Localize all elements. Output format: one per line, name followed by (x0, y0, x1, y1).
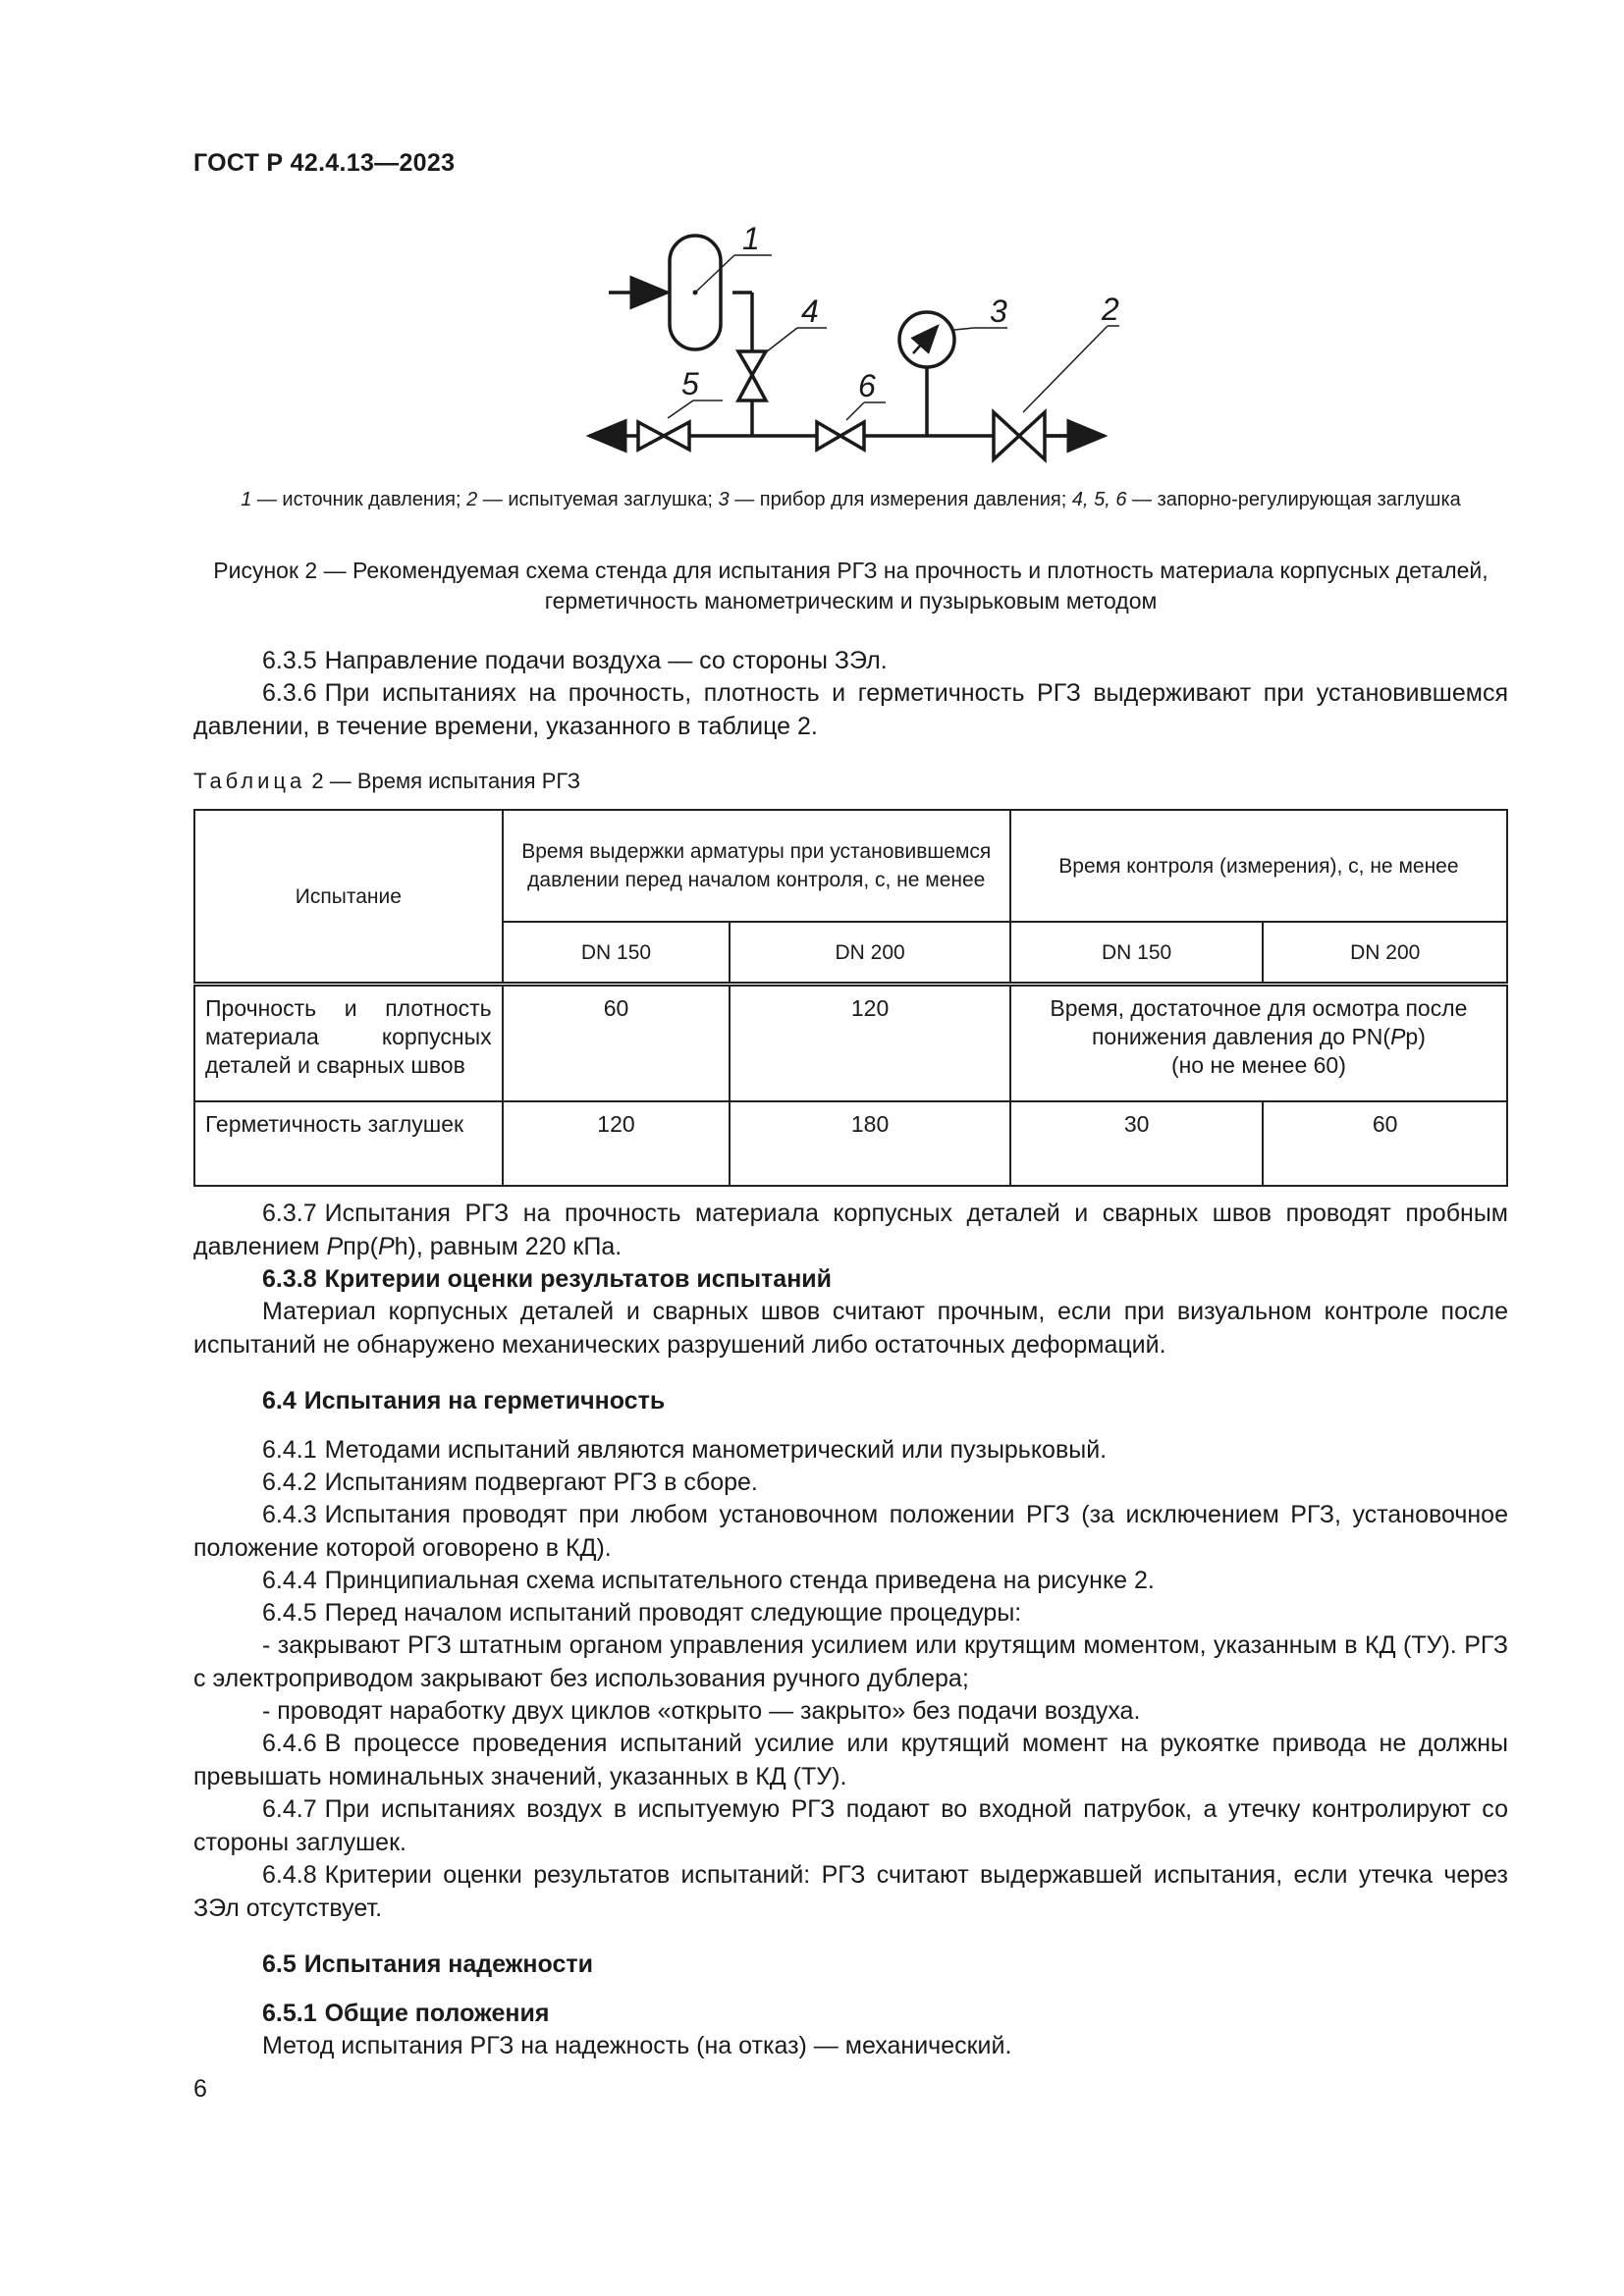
table-head-hold-time: Время выдержки арматуры при установившемся давлении перед началом контроля, с, не менее (503, 810, 1010, 922)
table-cell: 60 (503, 985, 731, 1102)
table-cell: Прочность и плотность материала корпусных деталей и сварных швов (194, 985, 503, 1102)
table-cell: 120 (503, 1101, 731, 1186)
figure-legend: 1 — источник давления; 2 — испытуемая заглушка; 3 — прибор для измерения давления; 4, 5, 6 — запорно-регулирующая заглушка (241, 489, 1461, 510)
table-cell: 30 (1010, 1101, 1264, 1186)
paragraph-6-5-1: Метод испытания РГЗ на надежность (на отказ) — механический. (262, 2032, 1012, 2059)
table-2 (193, 809, 1508, 1187)
table-row (194, 985, 1507, 1102)
table-cell: 180 (730, 1101, 1010, 1186)
paragraph-6-3-7: 6.3.7 Испытания РГЗ на прочность материала корпусных деталей и сварных швов проводят пробным давлением Pпр(Ph), равным 220 кПа. (193, 1200, 1508, 1260)
list-item: - закрывают РГЗ штатным органом управления усилием или крутящим моментом, указанным в КД (ТУ). РГЗ с электроприводом закрывают без использования ручного дублера; (193, 1631, 1508, 1692)
table-head-control-time: Время контроля (измерения), с, не менее (1010, 810, 1507, 922)
paragraph-6-3-8: Материал корпусных деталей и сварных швов считают прочным, если при визуальном контроле после испытаний не обнаружено механических разрушений либо остаточных деформаций. (193, 1298, 1508, 1359)
label-3: 3 (990, 294, 1007, 329)
paragraph-6-4-3: 6.4.3 Испытания проводят при любом установочном положении РГЗ (за исключением РГЗ, установочное положение которой оговорено в КД). (193, 1501, 1508, 1562)
table-head-test: Испытание (194, 810, 503, 985)
table-cell: 120 (730, 985, 1010, 1102)
label-6: 6 (858, 368, 876, 403)
table-cell: 60 (1263, 1101, 1507, 1186)
paragraph-6-4-4: 6.4.4 Принципиальная схема испытательного стенда приведена на рисунке 2. (262, 1567, 1155, 1594)
paragraph-6-4-5: 6.4.5 Перед началом испытаний проводят следующие процедуры: (262, 1599, 1022, 1627)
plug-2-icon (994, 412, 1045, 459)
table-subhead: DN 150 (1010, 922, 1264, 985)
heading-6-3-8: 6.3.8 Критерии оценки результатов испытаний (262, 1265, 833, 1293)
table-caption: Таблица 2 — Время испытания РГЗ (193, 769, 581, 793)
heading-6-4: 6.4 Испытания на герметичность (262, 1387, 666, 1415)
table-cell-merged: Время, достаточное для осмотра после понижения давления до PN(Pр) (но не менее 60) (1010, 985, 1507, 1102)
table-subhead: DN 150 (503, 922, 731, 985)
figure-title: Рисунок 2 — Рекомендуемая схема стенда для испытания РГЗ на прочность и плотность материала корпусных деталей, герметичность манометрическим и пузырьковым методом (213, 558, 1489, 614)
label-2: 2 (1102, 292, 1119, 327)
valve-6-icon (817, 422, 864, 450)
table-subhead: DN 200 (730, 922, 1010, 985)
page-number: 6 (193, 2075, 207, 2103)
label-1: 1 (742, 221, 760, 256)
paragraph-6-3-6: 6.3.6 При испытаниях на прочность, плотность и герметичность РГЗ выдерживают при установившемся давлении, в течение времени, указанного в таблице 2. (193, 679, 1508, 740)
heading-6-5: 6.5 Испытания надежности (262, 1950, 593, 1978)
table-row (194, 1101, 1507, 1186)
label-4: 4 (801, 294, 819, 329)
paragraph-6-3-5: 6.3.5 Направление подачи воздуха — со стороны ЗЭл. (262, 647, 888, 674)
document-header: ГОСТ Р 42.4.13—2023 (193, 149, 456, 177)
paragraph-6-4-7: 6.4.7 При испытаниях воздух в испытуемую РГЗ подают во входной патрубок, а утечку контролируют со стороны заглушек. (193, 1795, 1508, 1856)
label-5: 5 (681, 366, 699, 401)
paragraph-6-4-2: 6.4.2 Испытаниям подвергают РГЗ в сборе. (262, 1468, 758, 1496)
list-item: - проводят наработку двух циклов «открыто — закрыто» без подачи воздуха. (262, 1697, 1141, 1725)
paragraph-6-4-6: 6.4.6 В процессе проведения испытаний усилие или крутящий момент на рукоятке привода не должны превышать номинальных значений, указанных в КД (ТУ). (193, 1730, 1508, 1790)
heading-6-5-1: 6.5.1 Общие положения (262, 2000, 550, 2027)
paragraph-6-4-8: 6.4.8 Критерии оценки результатов испытаний: РГЗ считают выдержавшей испытания, если утечка через ЗЭл отсутствует. (193, 1861, 1508, 1922)
table-subhead: DN 200 (1263, 922, 1507, 985)
valve-5-icon (638, 422, 689, 450)
test-stand-diagram (569, 218, 1119, 463)
valve-4-icon (738, 351, 766, 400)
table-cell: Герметичность заглушек (194, 1101, 503, 1186)
paragraph-6-4-1: 6.4.1 Методами испытаний являются манометрический или пузырьковый. (262, 1436, 1108, 1464)
